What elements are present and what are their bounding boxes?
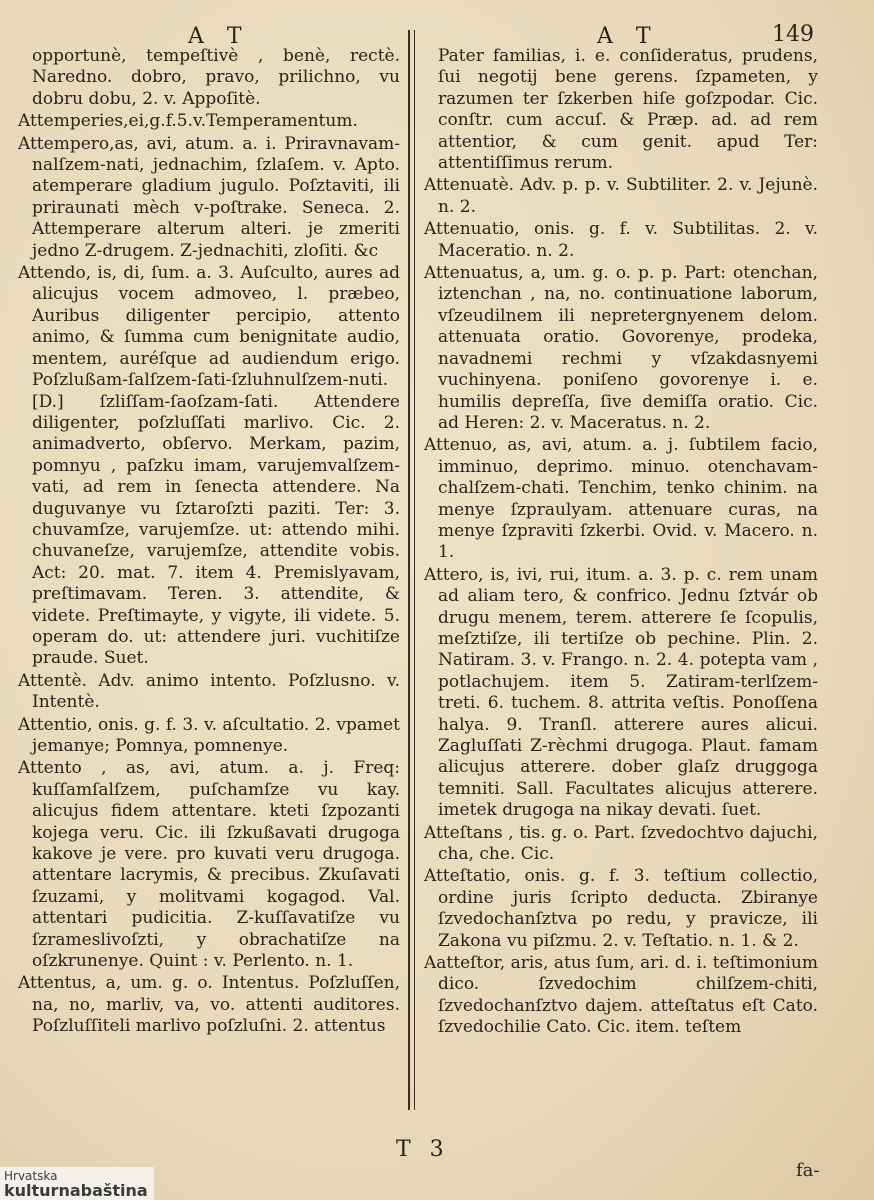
entry-attenuo: Attenuo, as, avi, atum. a. j. ſubtilem facio, imminuo, deprimo. minuo. otenchavam-chalſzem-chati. Tenchim, tenko chinim. na menye ſzpraulyam. attenuare curas, na menye ſzpraviti ſzkerbi. Ovid. v. Macero. n. 1. [424,435,818,563]
entry-attente: Attentè. Adv. animo intento. Poſzlusno. v. Intentè. [18,670,400,713]
entry-aattestor: Aatteſtor, aris, atus ſum, ari. d. i. teſtimonium dico. ſzvedochim chilſzem-chiti, ſzvedochanſztvo dajem. atteſtatus eſt Cato. ſzvedochilie Cato. Cic. item. teſtem [424,953,818,1038]
left-column [14,46,400,1116]
left-running-header: A T [188,24,250,49]
entry-attestatio: Atteſtatio, onis. g. f. 3. teſtium collectio, ordine juris ſcripto deducta. Zbiranye ſzvedochanſztva po redu, y pravicze, ili Zakona vu piſzmu. 2. v. Teſtatio. n. 1. & 2. [424,866,818,951]
entry-attento: Attento , as, avi, atum. a. j. Freq: kuſſamſalſzem, puſchamſze vu kay. alicujus fidem attentare. kteti ſzpozanti kojega veru. Cic. ili ſzkußavati drugoga kakove je vere. pro kuvati veru drugoga. attentare lacrymis, & precibus. Zkuſavati ſzuzami, y molitvami kogagod. Val. attentari pudicitia. Z-kuſſavatiſze vu ſzrameslivoſzti, y obrachatiſze na oſzkrunenye. Quint : v. Perlento. n. 1. [18,758,400,972]
entry-attenuate: Attenuatè. Adv. p. p. v. Subtiliter. 2. v. Jejunè. n. 2. [424,175,818,217]
entry-attendo: Attendo, is, di, ſum. a. 3. Auſculto, aures ad alicujus vocem admoveo, l. præbeo, Auribus diligenter percipio, attento animo, & ſumma cum benignitate audio, mentem, auréſque ad audiendum erigo. Poſzlußam-ſalſzem-ſati-ſzluhnulſzem-nuti. [D.] ſzliſſam-ſaoſzam-ſati. Attendere diligenter, poſzluſſati marlivo. Cic. 2. animadverto, obſervo. Merkam, pazim, pomnyu , paſzku imam, varujemvalſzem-vati, ad rem in ſenecta attendere. Na duguvanye vu ſztaroſzti paziti. Ter: 3. chuvamſze, varujemſze. ut: attendo mihi. chuvaneſze, varujemſze, attendite vobis. Act: 20. mat. 7. item 4. Premislyavam, preſtimavam. Teren. 3. attendite, & videte. Preſtimayte, y vigyte, ili videte. 5. operam do. ut: attendere juri. vuchitiſze praude. Suet. [18,263,400,669]
entry-pater-familias: Pater familias, i. e. conſideratus, prudens, ſui negotij bene gerens. ſzpameten, y razumen ter ſzkerben hiſe goſzpodar. Cic. conſtr. cum accuſ. & Præp. ad. ad rem attentior, & cum genit. apud Ter: attentiſſimus rerum. [438,46,818,174]
right-running-header: A T [597,24,659,49]
right-column [422,46,818,1116]
column-rule-inner [414,30,415,1110]
entry-attemperies: Attemperies,ei,g.f.5.v.Temperamentum. [18,111,358,132]
entry-attempero: Attempero,as, avi, atum. a. i. Priravnavam-nalſzem-nati, jednachim, ſzlaſem. v. Apto. atemperare gladium jugulo. Poſztaviti, ili priraunati mèch v-poſtrake. Seneca. 2. Attemperare alterum alteri. je zmeriti jedno Z-drugem. Z-jednachiti, zloſiti. &c [18,133,400,261]
entry-attero: Attero, is, ivi, rui, itum. a. 3. p. c. rem unam ad aliam tero, & confrico. Jednu ſztvár ob drugu menem, terem. atterere ſe ſcopulis, meſztiſze, ili tertiſze ob pechine. Plin. 2. Natiram. 3. v. Frango. n. 2. 4. potepta vam , potlachujem. item 5. Zatiram-terlſzem- treti. 6. tuchem. 8. attrita veſtis. Ponoſſena halya. 9. Tranſl. atterere aures alicui. Zagluſſati Z-rèchmi drugoga. Plaut. famam alicujus atterere. dober glaſz druggoga temniti. Sall. Facultates alicujus atterere. imetek drugoga na nikay devati. ſuet. [424,564,818,821]
catchword: fa- [796,1160,820,1181]
watermark-line2: kulturnabaština [4,1181,148,1200]
signature-mark: T 3 [396,1137,450,1162]
watermark-line1: Hrvatska [4,1169,58,1183]
entry-opportune: opportunè, tempeſtivè , benè, rectè. Naredno. dobro, pravo, prilichno, vu dobru dobu, 2. v. Appoſitè. [32,46,400,109]
entry-attestans: Atteſtans , tis. g. o. Part. ſzvedochtvo dajuchi, cha, che. Cic. [424,822,818,865]
watermark-logo [0,1167,154,1200]
page-number: 149 [772,22,814,47]
column-rule [408,30,410,1110]
entry-attentio: Attentio, onis. g. f. 3. v. aſcultatio. 2. vpamet jemanye; Pomnya, pomnenye. [18,714,400,756]
entry-attenuatio: Attenuatio, onis. g. f. v. Subtilitas. 2. v. Maceratio. n. 2. [424,219,818,261]
entry-attentus: Attentus, a, um. g. o. Intentus. Poſzluſſen, na, no, marliv, va, vo. attenti auditores. Poſzluſſiteli marlivo poſzluſni. 2. attentus [18,973,400,1037]
entry-attenuatus: Attenuatus, a, um. g. o. p. p. Part: otenchan, iztenchan , na, no. continuatione laborum, vſzeudilnem ili nepretergnyenem delom. attenuata oratio. Govorenye, prodeka, navadnemi rechmi y vſzakdasnyemi vuchinyena. poniſeno govorenye i. e. humilis depreſſa, ſive demiſſa oratio. Cic. ad Heren: 2. v. Maceratus. n. 2. [424,263,818,433]
